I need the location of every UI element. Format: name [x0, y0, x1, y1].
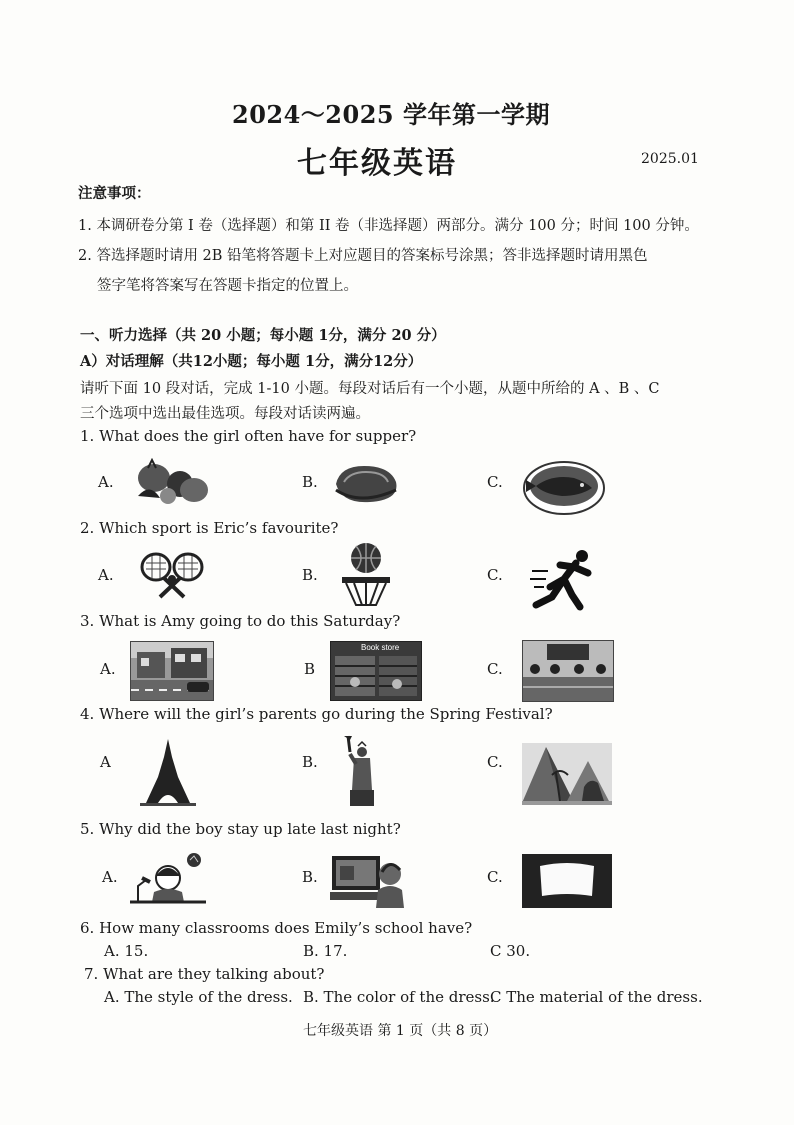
notes-item-2-line-2: 签字笔将答案写在答题卡指定的位置上。 — [97, 278, 358, 294]
classroom-picture — [522, 640, 614, 702]
option-text[interactable]: C 30. — [490, 942, 531, 960]
question-stem: 5. Why did the boy stay up late last night? — [80, 820, 401, 838]
eiffel-tower-picture — [138, 737, 198, 807]
option-text[interactable]: A. 15. — [104, 942, 149, 960]
option-text[interactable]: C The material of the dress. — [490, 988, 703, 1006]
instructions-line-1: 请听下面 10 段对话，完成 1-10 小题。每段对话后有一个小题，从题中所给的 A 、B 、C — [80, 381, 660, 397]
notes-item-2-line-1: 2. 答选择题时请用 2B 铅笔将答题卡上对应题目的答案标号涂黑；答非选择题时请用黑色 — [78, 248, 648, 264]
question-stem: 3. What is Amy going to do this Saturday? — [80, 612, 401, 630]
option-label[interactable]: B. — [302, 566, 318, 584]
statue-of-liberty-picture — [340, 734, 384, 808]
section-heading: 一、听力选择（共 20 小题；每小题 1分，满分 20 分） — [80, 327, 446, 344]
notes-heading: 注意事项： — [78, 185, 151, 202]
question-stem: 1. What does the girl often have for supper? — [80, 427, 417, 445]
running-picture — [530, 547, 602, 611]
option-label[interactable]: B. — [302, 473, 318, 491]
vegetables-picture — [130, 458, 210, 506]
exam-term-title: 2024～2025 学年第一学期 — [232, 100, 550, 129]
page-footer: 七年级英语 第 1 页（共 8 页） — [303, 1023, 498, 1039]
option-label[interactable]: B. — [302, 753, 318, 771]
option-label[interactable]: C. — [487, 473, 503, 491]
option-label[interactable]: A. — [98, 566, 114, 584]
cinema-screen-picture — [522, 854, 612, 908]
option-label[interactable]: B — [304, 660, 316, 678]
option-text[interactable]: A. The style of the dress. — [104, 988, 293, 1006]
option-label[interactable]: C. — [487, 753, 503, 771]
question-stem: 4. Where will the girl’s parents go during the Spring Festival? — [80, 705, 553, 723]
exam-subject-title: 七年级英语 — [297, 146, 457, 181]
pyramids-picture — [522, 743, 612, 805]
question-stem: 2. Which sport is Eric’s favourite? — [80, 519, 339, 537]
studying-boy-picture — [128, 852, 208, 910]
option-label[interactable]: A. — [98, 473, 114, 491]
option-text[interactable]: B. The color of the dress. — [303, 988, 495, 1006]
bookstore-picture — [330, 641, 422, 701]
basketball-picture — [336, 541, 396, 609]
subsection-heading: A）对话理解（共12小题；每小题 1分，满分12分） — [80, 353, 423, 370]
option-label[interactable]: C. — [487, 868, 503, 886]
option-label[interactable]: B. — [302, 868, 318, 886]
option-text[interactable]: B. 17. — [303, 942, 348, 960]
notes-item-1: 1. 本调研卷分第 I 卷（选择题）和第 II 卷（非选择题）两部分。满分 100 分；时间 100 分钟。 — [78, 218, 699, 234]
question-stem: 6. How many classrooms does Emily’s school have? — [80, 919, 473, 937]
street-picture — [130, 641, 214, 701]
option-label[interactable]: C. — [487, 566, 503, 584]
bookstore-sign: Book store — [361, 643, 400, 652]
tennis-picture — [134, 551, 210, 599]
option-label[interactable]: A. — [102, 868, 118, 886]
option-label[interactable]: C. — [487, 660, 503, 678]
steak-picture — [330, 460, 402, 506]
fish-dish-picture — [522, 458, 606, 516]
tv-boy-picture — [330, 852, 406, 912]
question-stem: 7. What are they talking about? — [84, 965, 325, 983]
exam-date: 2025.01 — [641, 151, 699, 167]
instructions-line-2: 三个选项中选出最佳选项。每段对话读两遍。 — [80, 406, 370, 422]
option-label[interactable]: A. — [100, 660, 116, 678]
option-label[interactable]: A — [100, 753, 111, 771]
